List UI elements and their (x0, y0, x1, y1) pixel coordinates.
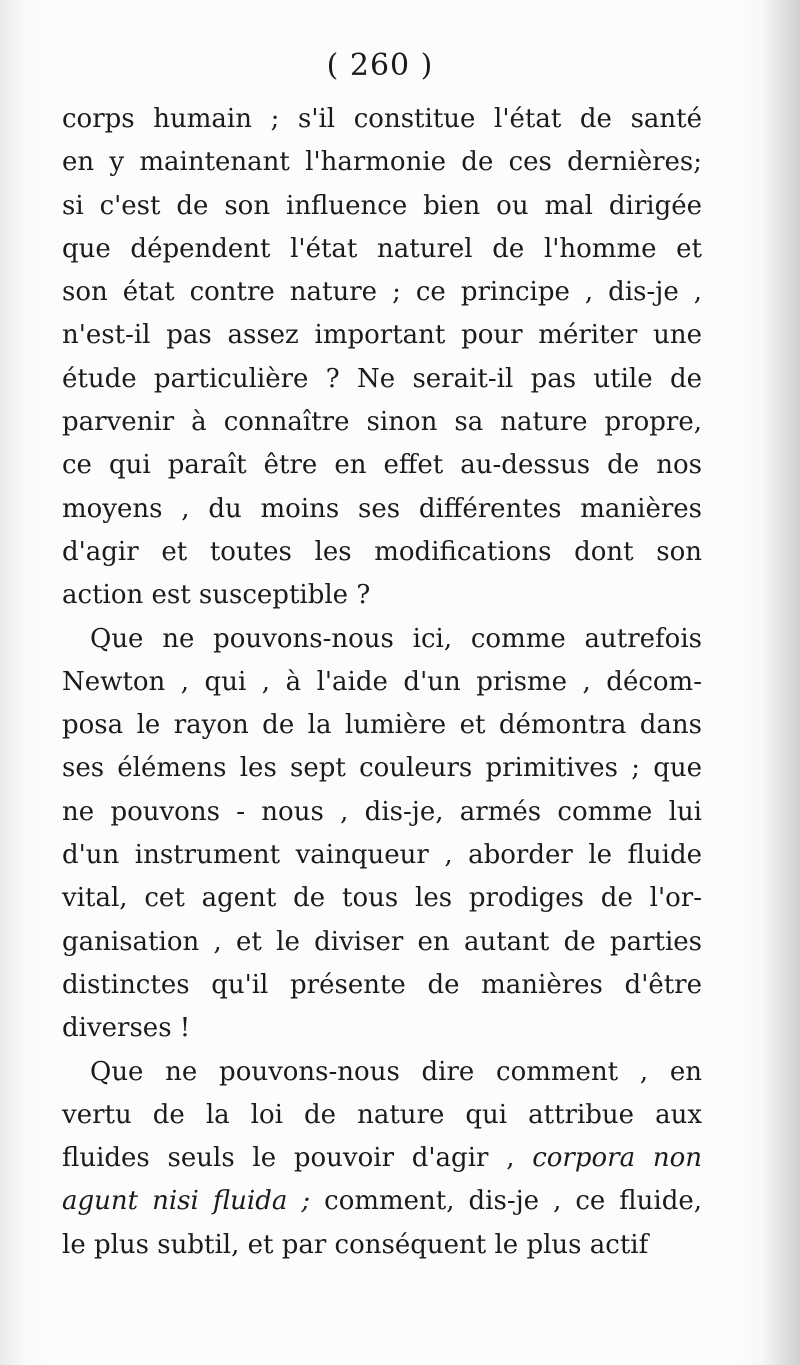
body-text (62, 98, 702, 1267)
text-line: que dépendent l'état naturel de l'homme et (62, 233, 702, 264)
paragraph-start-line: Que ne pouvons-nous ici, comme autrefois (90, 623, 702, 654)
text-line: d'agir et toutes les modifications dont son (62, 536, 702, 567)
page-edge-shadow (762, 0, 800, 1365)
text-line-with-italic: agunt nisi fluida ; comment, dis-je , ce fluide, (62, 1186, 702, 1217)
text-line: ganisation , et le diviser en autant de parties (62, 926, 702, 957)
text-line: son état contre nature ; ce principe , dis-je , (62, 277, 702, 308)
paragraph-end-line: action est susceptible ? (62, 580, 371, 611)
latin-italic-phrase: agunt nisi fluida ; (62, 1186, 311, 1217)
text-line: le plus subtil, et par conséquent le plus actif (62, 1229, 649, 1260)
text-line: ses élémens les sept couleurs primitives ; que (62, 753, 702, 784)
text-line: n'est-il pas assez important pour mériter une (62, 320, 702, 351)
text-line: corps humain ; s'il constitue l'état de santé (62, 104, 702, 134)
text-line: vertu de la loi de nature qui attribue aux (62, 1099, 702, 1130)
latin-italic-phrase: corpora non (532, 1143, 702, 1174)
text-line: en y maintenant l'harmonie de ces dernières; (62, 147, 702, 178)
text-line: vital, cet agent de tous les prodiges de l'or- (62, 883, 702, 914)
text-line: parvenir à connaître sinon sa nature propre, (62, 407, 702, 438)
text-line-with-italic: fluides seuls le pouvoir d'agir , corpora non (62, 1143, 702, 1174)
text-line: distinctes qu'il présente de manières d'être (62, 969, 702, 1000)
text-line: étude particulière ? Ne serait-il pas utile de (62, 363, 702, 394)
page-gutter-shadow (0, 0, 28, 1365)
paragraph-end-line: diverses ! (62, 1013, 191, 1044)
text-line: moyens , du moins ses différentes manières (62, 493, 702, 524)
text-line: si c'est de son influence bien ou mal dirigée (62, 190, 702, 221)
text-line: d'un instrument vainqueur , aborder le fluide (62, 840, 702, 871)
text-line: ne pouvons - nous , dis-je, armés comme lui (62, 796, 702, 827)
text-line: posa le rayon de la lumière et démontra dans (62, 710, 702, 741)
paragraph-start-line: Que ne pouvons-nous dire comment , en (90, 1056, 702, 1087)
text-line: Newton , qui , à l'aide d'un prisme , décom- (62, 666, 702, 697)
text-line: ce qui paraît être en effet au-dessus de nos (62, 450, 702, 481)
page-number: ( 260 ) (326, 48, 434, 83)
